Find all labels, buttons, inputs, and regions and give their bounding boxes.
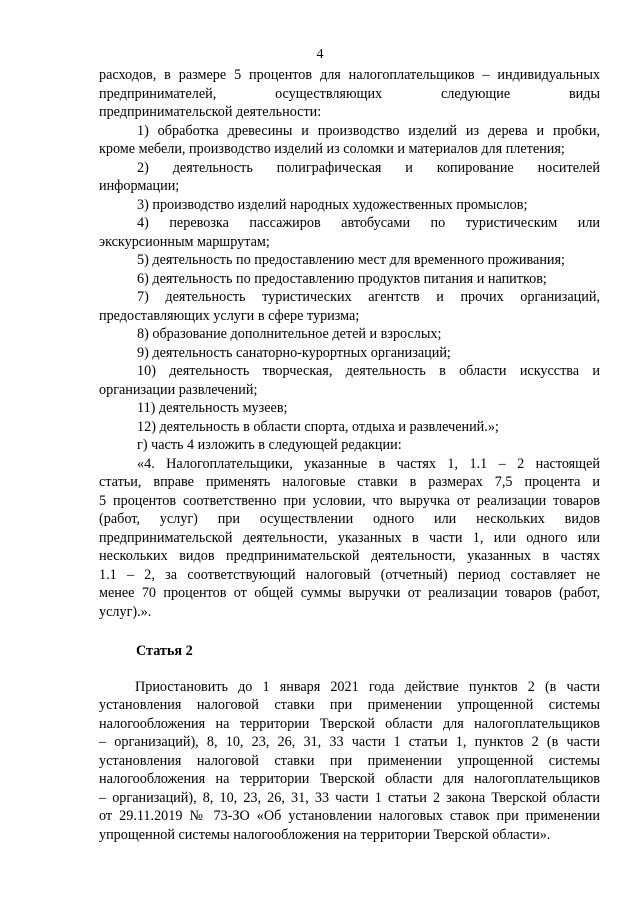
text-line: расходов, в размере 5 процентов для налогоплательщиков – индивидуальных: [99, 67, 600, 83]
text-line: предпринимателей, осуществляющих следующие виды: [99, 85, 600, 102]
list-item-line: 3) производство изделий народных художественных промыслов;: [137, 196, 528, 213]
text-line: – организаций), 8, 10, 23, 26, 31, 33 части 1 статьи 1, пунктов 2 (в части: [99, 734, 600, 750]
text-line: нескольких видов предпринимательской деятельности, указанных в частях: [99, 548, 600, 564]
text-line: г) часть 4 изложить в следующей редакции:: [137, 437, 402, 453]
list-item-line: предоставляющих услуги в сфере туризма;: [99, 307, 360, 324]
text-line: «4. Налогоплательщики, указанные в частях 1, 1.1 – 2 настоящей: [137, 455, 600, 472]
list-item-line: 10) деятельность творческая, деятельность в области искусства и: [137, 363, 600, 379]
text-line: предпринимательской деятельности:: [99, 104, 322, 120]
list-item-line: 9) деятельность санаторно-курортных организаций;: [137, 344, 451, 361]
list-item-line: 4) перевозка пассажиров автобусами по туристическим или: [137, 215, 600, 231]
text-line: – организаций), 8, 10, 23, 26, 31, 33 части 1 статьи 2 закона Тверской области: [99, 789, 600, 806]
text-line: налогообложения на территории Тверской области для налогоплательщиков: [99, 771, 600, 787]
list-item-line: 7) деятельность туристических агентств и прочих организаций,: [137, 289, 600, 305]
page-number: 4: [316, 47, 324, 62]
document-body: [99, 66, 600, 844]
list-item-line: 6) деятельность по предоставлению продуктов питания и напитков;: [137, 270, 547, 287]
list-item-line: 1) обработка древесины и производство изделий из дерева и пробки,: [137, 122, 600, 139]
list-item-line: 5) деятельность по предоставлению мест для временного проживания;: [137, 252, 565, 268]
text-line: (работ, услуг) при осуществлении одного или нескольких видов: [99, 511, 600, 527]
list-item-line: организации развлечений;: [99, 381, 258, 398]
text-line: упрощенной системы налогообложения на территории Тверской области».: [99, 826, 551, 843]
list-item-line: 2) деятельность полиграфическая и копирование носителей: [137, 159, 600, 176]
list-item-line: 11) деятельность музеев;: [137, 400, 288, 416]
list-item-line: кроме мебели, производство изделий из соломки и материалов для плетения;: [99, 141, 565, 157]
list-item-line: экскурсионным маршрутам;: [99, 233, 270, 250]
text-line: 1.1 – 2, за соответствующий налоговый (отчетный) период составляет не: [99, 566, 600, 583]
text-line: от 29.11.2019 № 73-ЗО «Об установлении налоговых ставок при применении: [99, 808, 600, 824]
list-item-line: 8) образование дополнительное детей и взрослых;: [137, 326, 442, 342]
list-item-line: информации;: [99, 178, 180, 194]
list-item-line: 12) деятельность в области спорта, отдыха и развлечений.»;: [137, 418, 499, 435]
text-line: услуг).».: [99, 603, 152, 620]
text-line: установления налоговой ставки при применении упрощенной системы: [99, 697, 600, 713]
article-heading: Статья 2: [136, 643, 193, 659]
text-line: налогообложения на территории Тверской области для налогоплательщиков: [99, 715, 600, 732]
text-line: Приостановить до 1 января 2021 года действие пунктов 2 (в части: [135, 678, 600, 695]
text-line: статьи, вправе применять налоговые ставки в размерах 7,5 процента и: [99, 474, 600, 490]
text-line: предпринимательской деятельности, указанных в части 1, или одного или: [99, 529, 600, 546]
text-line: менее 70 процентов от общей суммы выручки от реализации товаров (работ,: [99, 585, 600, 601]
text-line: установления налоговой ставки при применении упрощенной системы: [99, 752, 600, 769]
text-line: 5 процентов соответственно при условии, что выручка от реализации товаров: [99, 492, 600, 509]
